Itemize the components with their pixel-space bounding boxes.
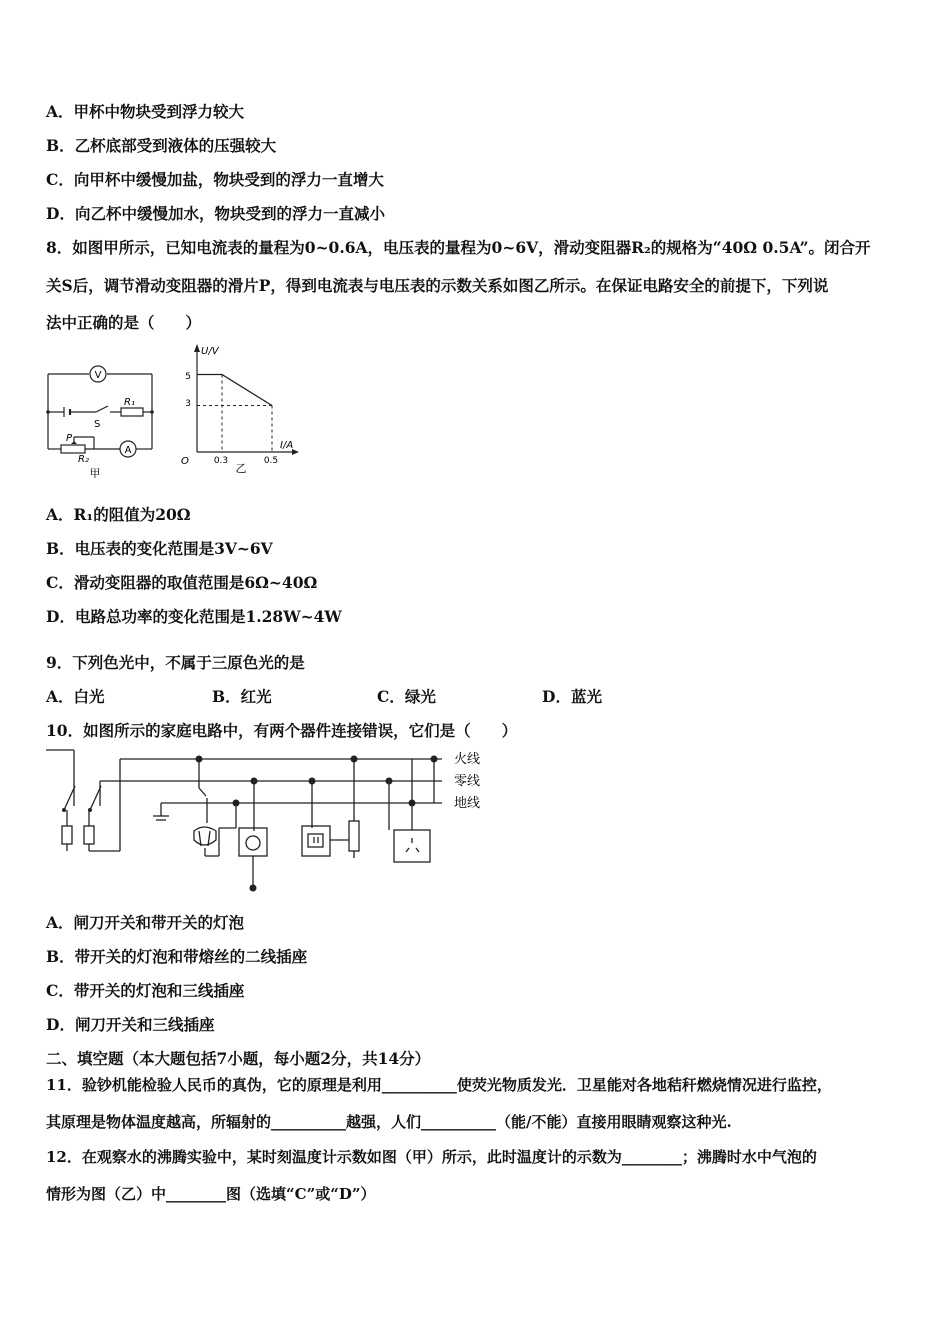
circuit-caption: 甲 [89,467,101,480]
graph-x-tick-0-5: 0.5 [263,456,279,466]
q8-option-b: B．电压表的变化范围是3V~6V [46,539,273,558]
q10-option-a: A．闸刀开关和带开关的灯泡 [46,913,245,932]
q9-option-a: A．白光 [46,687,105,706]
ammeter-label: A [124,445,132,456]
section-title: 二、填空题（本大题包括7小题，每小题2分，共14分） [46,1049,431,1068]
q10-household-circuit [44,748,492,898]
q8-option-c: C．滑动变阻器的取值范围是6Ω~40Ω [46,573,318,592]
q8-option-d: D．电路总功率的变化范围是1.28W~4W [46,607,342,626]
graph-x-label: I/A [280,440,294,451]
r1-label: R₁ [124,397,135,408]
graph-caption: 乙 [235,462,247,475]
q9-option-b: B．红光 [212,687,272,706]
q9-option-d: D．蓝光 [542,687,602,706]
q9-option-c: C．绿光 [377,687,436,706]
q8-ui-graph [178,342,303,477]
q11-line1: 11．验钞机能检验人民币的真伪，它的原理是利用__________使荧光物质发光．卫星能对各地秸秆燃烧情况进行监控， [46,1076,832,1094]
q8-stem-line3: 法中正确的是（ ） [46,313,202,332]
q12-line2: 情形为图（乙）中________图（选填“C”或“D”） [46,1185,376,1203]
slider-label: P [66,433,73,444]
q12-line1: 12．在观察水的沸腾实验中，某时刻温度计示数如图（甲）所示，此时温度计的示数为________；沸腾时水中气泡的 [46,1148,817,1166]
q11-line2: 其原理是物体温度越高，所辐射的__________越强，人们__________（能/不能）直接用眼睛观察这种光. [46,1113,732,1131]
switch-label: S [94,419,101,430]
q7-option-a: A．甲杯中物块受到浮力较大 [46,102,245,121]
r2-label: R₂ [78,454,89,465]
graph-x-tick-0-3: 0.3 [213,456,229,466]
wire-label-live: 火线 [454,752,481,767]
graph-origin-label: O [181,456,189,467]
q7-option-b: B．乙杯底部受到液体的压强较大 [46,136,277,155]
q8-circuit-diagram [44,365,162,483]
q10-stem: 10．如图所示的家庭电路中，有两个器件连接错误，它们是（ ） [46,721,518,740]
q10-option-d: D．闸刀开关和三线插座 [46,1015,215,1034]
q7-option-c: C．向甲杯中缓慢加盐，物块受到的浮力一直增大 [46,170,384,189]
q10-option-c: C．带开关的灯泡和三线插座 [46,981,245,1000]
graph-y-tick-5: 5 [185,372,191,382]
graph-line [197,375,272,406]
q10-option-b: B．带开关的灯泡和带熔丝的二线插座 [46,947,308,966]
wire-label-ground: 地线 [454,796,481,811]
voltmeter-label: V [94,370,102,381]
wire-label-neutral: 零线 [454,774,481,789]
q8-option-a: A．R₁的阻值为20Ω [46,505,191,524]
graph-y-label: U/V [201,346,219,357]
q8-stem-line2: 关S后，调节滑动变阻器的滑片P，得到电流表与电压表的示数关系如图乙所示。在保证电路安全的前提下，下列说 [46,276,829,295]
q9-stem: 9．下列色光中，不属于三原色光的是 [46,653,305,672]
q7-option-d: D．向乙杯中缓慢加水，物块受到的浮力一直减小 [46,204,385,223]
q8-stem-line1: 8．如图甲所示，已知电流表的量程为0~0.6A，电压表的量程为0~6V，滑动变阻器R₂的规格为“40Ω 0.5A”。闭合开 [46,238,871,257]
graph-y-tick-3: 3 [185,399,191,409]
